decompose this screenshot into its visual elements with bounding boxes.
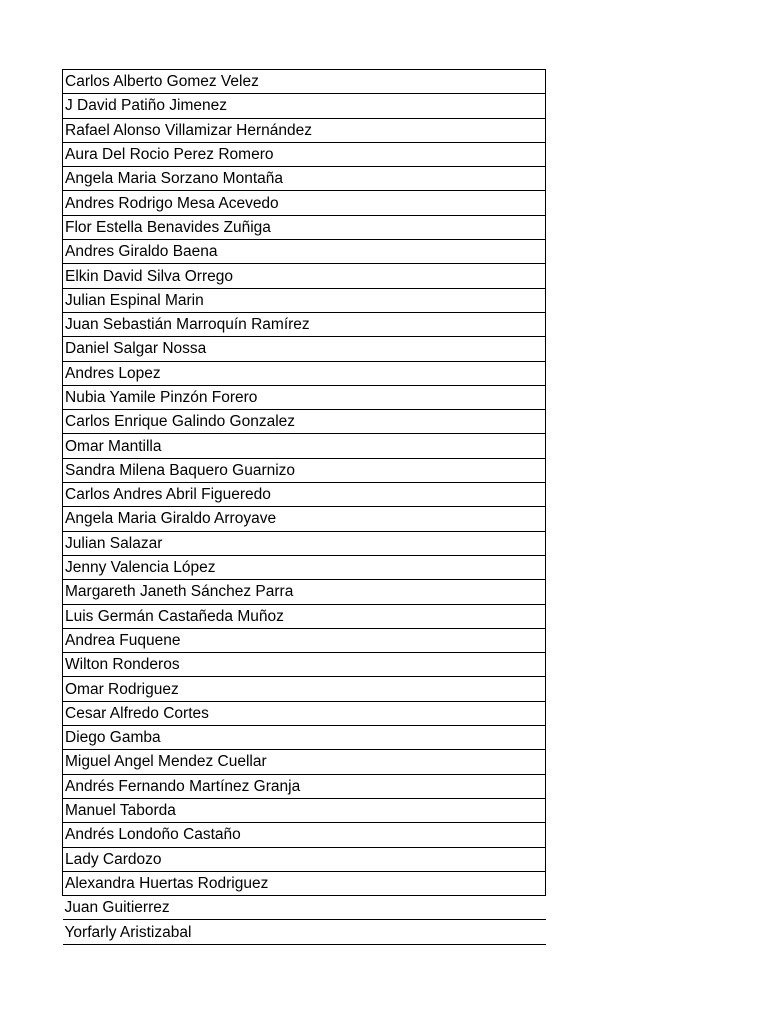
- table-row: [63, 896, 546, 920]
- name-cell: Andres Rodrigo Mesa Acevedo: [63, 191, 546, 215]
- name-cell: Carlos Alberto Gomez Velez: [63, 70, 546, 94]
- name-cell: Rafael Alonso Villamizar Hernández: [63, 118, 546, 142]
- table-row: [63, 434, 546, 458]
- table-row: [63, 385, 546, 409]
- table-row: [63, 312, 546, 336]
- table-row: [63, 337, 546, 361]
- table-row: [63, 264, 546, 288]
- name-cell: Juan Sebastián Marroquín Ramírez: [63, 312, 546, 336]
- table-row: [63, 410, 546, 434]
- table-row: [63, 483, 546, 507]
- name-cell: Juan Guitierrez: [63, 896, 546, 920]
- name-cell: Lady Cardozo: [63, 847, 546, 871]
- table-row: [63, 823, 546, 847]
- table-row: [63, 531, 546, 555]
- table-row: [63, 871, 546, 895]
- table-row: [63, 628, 546, 652]
- name-cell: Diego Gamba: [63, 726, 546, 750]
- name-cell: Julian Espinal Marin: [63, 288, 546, 312]
- table-row: [63, 726, 546, 750]
- name-cell: Andrea Fuquene: [63, 628, 546, 652]
- name-list-sheet: [62, 69, 546, 945]
- table-row: [63, 507, 546, 531]
- table-row: [63, 580, 546, 604]
- table-row: [63, 701, 546, 725]
- name-cell: Angela Maria Sorzano Montaña: [63, 167, 546, 191]
- name-cell: Luis Germán Castañeda Muñoz: [63, 604, 546, 628]
- name-cell: Alexandra Huertas Rodriguez: [63, 871, 546, 895]
- name-cell: Andrés Londoño Castaño: [63, 823, 546, 847]
- table-row: [63, 920, 546, 944]
- table-row: [63, 653, 546, 677]
- name-cell: Daniel Salgar Nossa: [63, 337, 546, 361]
- name-cell: Carlos Enrique Galindo Gonzalez: [63, 410, 546, 434]
- name-cell: Elkin David Silva Orrego: [63, 264, 546, 288]
- name-cell: Carlos Andres Abril Figueredo: [63, 483, 546, 507]
- name-cell: Aura Del Rocio Perez Romero: [63, 142, 546, 166]
- table-row: [63, 555, 546, 579]
- name-cell: Jenny Valencia López: [63, 555, 546, 579]
- table-row: [63, 94, 546, 118]
- table-row: [63, 798, 546, 822]
- name-cell: Andrés Fernando Martínez Granja: [63, 774, 546, 798]
- table-row: [63, 191, 546, 215]
- table-row: [63, 70, 546, 94]
- table-row: [63, 240, 546, 264]
- name-cell: Yorfarly Aristizabal: [63, 920, 546, 944]
- name-cell: Cesar Alfredo Cortes: [63, 701, 546, 725]
- table-row: [63, 458, 546, 482]
- table-row: [63, 167, 546, 191]
- table-row: [63, 677, 546, 701]
- name-cell: Margareth Janeth Sánchez Parra: [63, 580, 546, 604]
- name-cell: Miguel Angel Mendez Cuellar: [63, 750, 546, 774]
- table-row: [63, 215, 546, 239]
- name-cell: Wilton Ronderos: [63, 653, 546, 677]
- name-cell: Omar Mantilla: [63, 434, 546, 458]
- name-cell: Sandra Milena Baquero Guarnizo: [63, 458, 546, 482]
- name-cell: Flor Estella Benavides Zuñiga: [63, 215, 546, 239]
- table-row: [63, 774, 546, 798]
- name-table: [62, 69, 546, 945]
- table-row: [63, 847, 546, 871]
- name-cell: Angela Maria Giraldo Arroyave: [63, 507, 546, 531]
- table-row: [63, 142, 546, 166]
- table-row: [63, 118, 546, 142]
- name-cell: Nubia Yamile Pinzón Forero: [63, 385, 546, 409]
- name-cell: J David Patiño Jimenez: [63, 94, 546, 118]
- table-row: [63, 361, 546, 385]
- table-row: [63, 288, 546, 312]
- name-cell: Andres Lopez: [63, 361, 546, 385]
- name-cell: Omar Rodriguez: [63, 677, 546, 701]
- table-row: [63, 604, 546, 628]
- name-cell: Julian Salazar: [63, 531, 546, 555]
- name-cell: Manuel Taborda: [63, 798, 546, 822]
- name-cell: Andres Giraldo Baena: [63, 240, 546, 264]
- table-row: [63, 750, 546, 774]
